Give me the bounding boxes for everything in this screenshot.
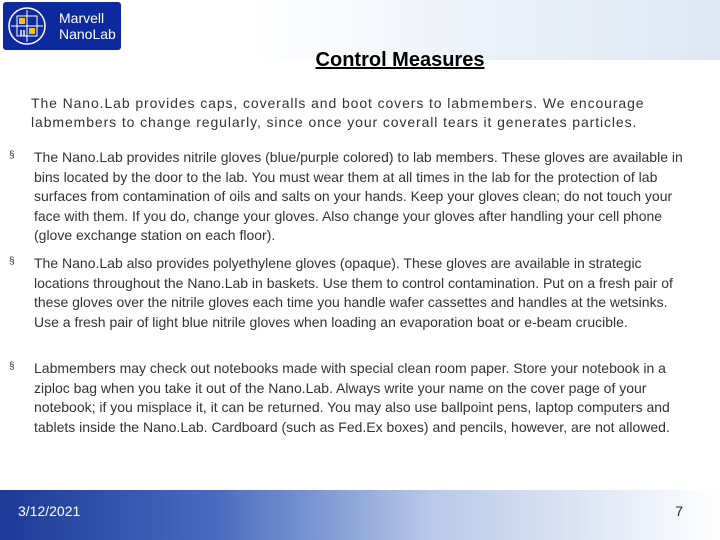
bullet-text: The Nano.Lab also provides polyethylene gloves (opaque). These gloves are available in strategic locations throughout the Nano.Lab in baskets. Use them to control contamination. Put on a fresh pair of these gloves over the nitrile gloves each time you handle wafer cassettes and handles at the wetsinks. Use a fresh pair of light blue nitrile gloves when loading an evaporation boat or e-beam crucible. bbox=[34, 255, 673, 330]
bullet-marker: § bbox=[9, 150, 15, 161]
marvell-nanolab-logo bbox=[3, 2, 121, 50]
footer-date: 3/12/2021 bbox=[18, 503, 81, 519]
bullet-marker: § bbox=[9, 361, 15, 372]
page-title: Control Measures bbox=[315, 49, 485, 71]
bullet-text: Labmembers may check out notebooks made with special clean room paper. Store your notebook in a ziploc bag when you take it out of the Nano.Lab. Always write your name on the cover page of your notebook; if you misplace it, it can be returned. You may also use ballpoint pens, laptop computers and tablets inside the Nano.Lab. Cardboard (such as Fed.Ex boxes) and pencils, however, are not allowed. bbox=[34, 360, 670, 435]
intro-paragraph: The Nano.Lab provides caps, coveralls and boot covers to labmembers. We encourage labmembers to change regularly, since once your coverall tears it generates particles. bbox=[31, 95, 645, 130]
bullet-marker: § bbox=[9, 256, 15, 267]
bullet-text: The Nano.Lab provides nitrile gloves (blue/purple colored) to lab members. These gloves are available in bins located by the door to the lab. You must wear them at all times in the lab for the protection of lab surfaces from contamination of oils and salts on your hands. Keep your gloves clean; do not touch your face with them. If you do, change your gloves. Also change your gloves after handling your cell phone (glove exchange station on each floor). bbox=[34, 149, 683, 243]
footer-band bbox=[0, 490, 720, 540]
logo-line-2: NanoLab bbox=[59, 26, 116, 42]
nanolab-emblem-icon bbox=[7, 6, 47, 46]
page-number: 7 bbox=[675, 503, 683, 519]
logo-line-1: Marvell bbox=[59, 10, 105, 26]
logo-wordmark bbox=[59, 10, 116, 42]
